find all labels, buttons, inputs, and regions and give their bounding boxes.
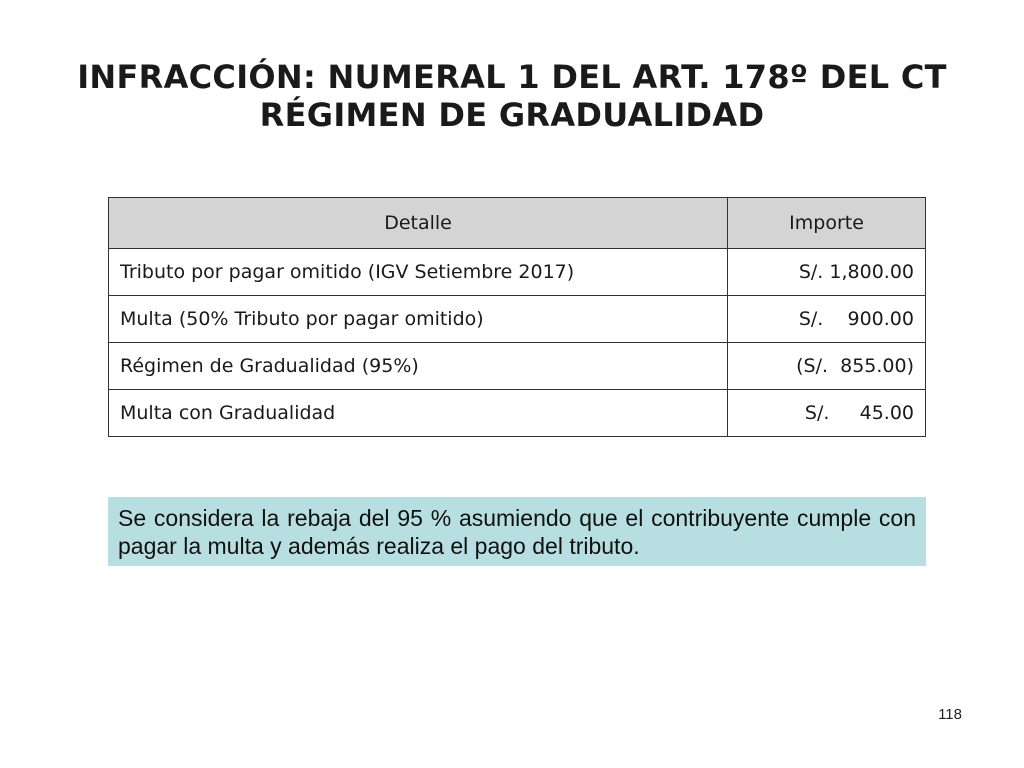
table-row [109, 249, 926, 296]
header-detalle: Detalle [109, 198, 728, 249]
title-line-1: INFRACCIÓN: NUMERAL 1 DEL ART. 178º DEL CT [77, 58, 947, 96]
table-row [109, 343, 926, 390]
table-row [109, 390, 926, 437]
header-importe: Importe [728, 198, 926, 249]
title-line-2: RÉGIMEN DE GRADUALIDAD [259, 96, 765, 134]
fine-calculation-table [108, 197, 926, 437]
row-detalle: Multa con Gradualidad [109, 390, 728, 437]
page-number: 118 [938, 706, 962, 723]
row-importe: (S/. 855.00) [728, 343, 926, 390]
slide-title [0, 58, 1024, 134]
table-row [109, 296, 926, 343]
row-importe: S/. 900.00 [728, 296, 926, 343]
row-importe: S/. 1,800.00 [728, 249, 926, 296]
table-header-row [109, 198, 926, 249]
row-detalle: Régimen de Gradualidad (95%) [109, 343, 728, 390]
note-box: Se considera la rebaja del 95 % asumiendo que el contribuyente cumple con pagar la multa y además realiza el pago del tributo. [108, 497, 926, 566]
row-detalle: Tributo por pagar omitido (IGV Setiembre 2017) [109, 249, 728, 296]
row-detalle: Multa (50% Tributo por pagar omitido) [109, 296, 728, 343]
row-importe: S/. 45.00 [728, 390, 926, 437]
